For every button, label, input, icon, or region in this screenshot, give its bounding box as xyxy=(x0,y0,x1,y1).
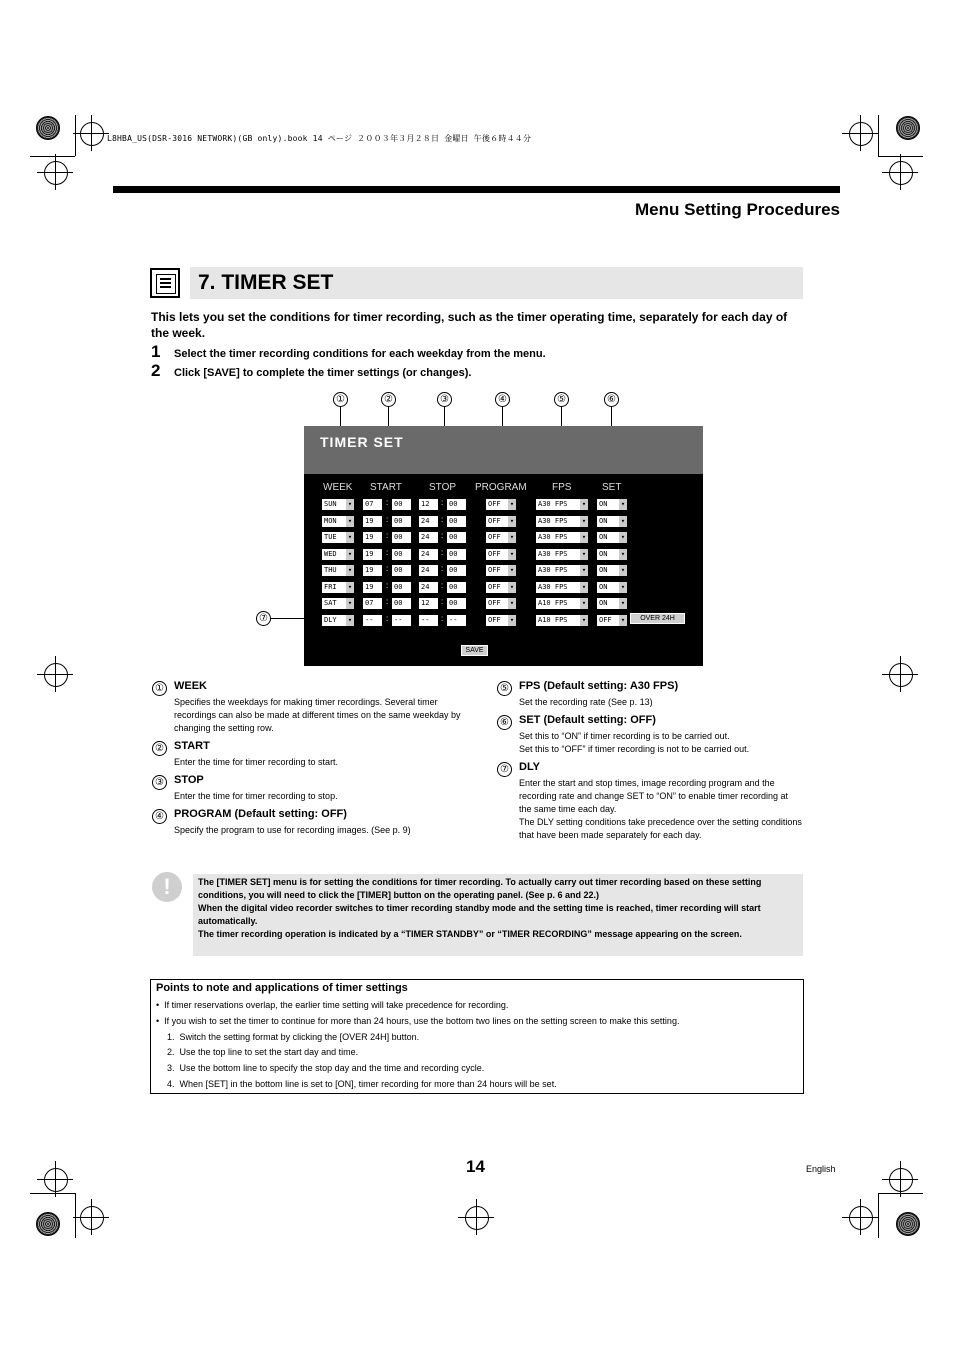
start-hour-field[interactable]: 19 xyxy=(363,516,382,527)
week-select[interactable]: SAT ▾ xyxy=(322,598,354,609)
start-hour-field[interactable]: 19 xyxy=(363,532,382,543)
leader-line xyxy=(388,406,389,426)
fps-select[interactable]: A30 FPS ▾ xyxy=(536,499,588,510)
fps-select[interactable]: A30 FPS ▾ xyxy=(536,516,588,527)
stop-hour-field[interactable]: 24 xyxy=(419,516,438,527)
stop-hour-field[interactable]: 24 xyxy=(419,532,438,543)
desc-body: Specifies the weekdays for making timer recordings. Several timer recordings can also be made at different times on the same weekday by changing the setting row. xyxy=(174,697,461,733)
desc-body: Specify the program to use for recording images. (See p. 9) xyxy=(174,825,411,835)
start-hour-field[interactable]: -- xyxy=(363,615,382,626)
registration-mark-bottom-center xyxy=(465,1206,489,1230)
screen-title: TIMER SET xyxy=(320,434,404,450)
time-separator: : xyxy=(441,531,444,540)
week-select[interactable]: FRI ▾ xyxy=(322,582,354,593)
desc-dly xyxy=(496,761,802,842)
registration-mark-mid-right xyxy=(889,663,913,687)
desc-title: SET (Default setting: OFF) xyxy=(519,714,656,726)
program-select[interactable]: OFF ▾ xyxy=(486,549,516,560)
bullet-text: If you wish to set the timer to continue for more than 24 hours, use the bottom two lines on the setting screen to make this setting. xyxy=(164,1016,680,1026)
callout-5: ⑤ xyxy=(554,392,569,407)
program-select[interactable]: OFF ▾ xyxy=(486,615,516,626)
week-select[interactable]: WED ▾ xyxy=(322,549,354,560)
start-minute-field[interactable]: 00 xyxy=(392,516,411,527)
registration-spiral-top-right xyxy=(896,116,920,140)
start-hour-field[interactable]: 19 xyxy=(363,549,382,560)
program-select[interactable]: OFF ▾ xyxy=(486,565,516,576)
over-24h-button[interactable]: OVER 24H xyxy=(630,613,685,624)
program-select[interactable]: OFF ▾ xyxy=(486,598,516,609)
language-label: English xyxy=(806,1164,836,1174)
set-select[interactable]: ON ▾ xyxy=(597,499,627,510)
bullet: • xyxy=(156,1000,160,1010)
stop-hour-field[interactable]: 24 xyxy=(419,565,438,576)
item-text: Switch the setting format by clicking the [OVER 24H] button. xyxy=(179,1032,420,1042)
registration-mark-bottom-right xyxy=(889,1168,913,1192)
registration-mark-top-left-lower xyxy=(44,161,68,185)
step-text: Click [SAVE] to complete the timer settings (or changes). xyxy=(174,367,472,379)
stop-hour-field[interactable]: 12 xyxy=(419,598,438,609)
menu-list-icon xyxy=(150,268,180,298)
desc-body: Enter the time for timer recording to stop. xyxy=(174,791,338,801)
registration-spiral-bottom-left xyxy=(36,1212,60,1236)
fps-select[interactable]: A30 FPS ▾ xyxy=(536,565,588,576)
column-header-start: START xyxy=(370,482,402,493)
section-title: 7. TIMER SET xyxy=(198,271,334,294)
note-line: The timer recording operation is indicated by a “TIMER STANDBY” or “TIMER RECORDING” message appearing on the screen. xyxy=(198,929,742,939)
note-line: The [TIMER SET] menu is for setting the conditions for timer recording. To actually carry out timer recording based on these setting conditions, you will need to click the [TIMER] button on the operating panel. (See p. 6 and 22.) xyxy=(198,877,762,900)
stop-minute-field[interactable]: 00 xyxy=(447,598,466,609)
stop-minute-field[interactable]: 00 xyxy=(447,582,466,593)
registration-mark-bottom-right-lower xyxy=(849,1206,873,1230)
desc-title: STOP xyxy=(174,774,204,786)
time-separator: : xyxy=(441,498,444,507)
desc-body: Enter the start and stop times, image recording program and the recording rate and change SET to “ON” to enable timer recording at the same time each day. The DLY setting conditions take precedence over the setting conditions that have been made separately for each day. xyxy=(519,778,802,840)
callout-1: ① xyxy=(152,681,167,696)
callout-7: ⑦ xyxy=(497,762,512,777)
set-select[interactable]: ON ▾ xyxy=(597,516,627,527)
callout-3: ③ xyxy=(152,775,167,790)
desc-program xyxy=(151,808,461,837)
set-select[interactable]: OFF ▾ xyxy=(597,615,627,626)
start-hour-field[interactable]: 19 xyxy=(363,565,382,576)
time-separator: : xyxy=(386,547,389,557)
program-select[interactable]: OFF ▾ xyxy=(486,499,516,510)
desc-set xyxy=(496,714,802,756)
week-select[interactable]: THU ▾ xyxy=(322,565,354,576)
note-text xyxy=(198,876,798,941)
crop-mark xyxy=(30,1193,75,1194)
set-select[interactable]: ON ▾ xyxy=(597,565,627,576)
item-number: 2. xyxy=(167,1047,175,1057)
start-hour-field[interactable]: 19 xyxy=(363,582,382,593)
crop-mark xyxy=(878,1193,879,1238)
fps-select[interactable]: A10 FPS ▾ xyxy=(536,598,588,609)
week-select[interactable]: SUN ▾ xyxy=(322,499,354,510)
bullet-text: If timer reservations overlap, the earlier time setting will take precedence for recording. xyxy=(164,1000,509,1010)
crop-mark xyxy=(75,115,76,156)
stop-minute-field[interactable]: 00 xyxy=(447,516,466,527)
time-separator: : xyxy=(441,597,444,606)
start-minute-field[interactable]: 00 xyxy=(392,532,411,543)
step-2 xyxy=(151,361,471,381)
step-1 xyxy=(151,342,546,362)
time-separator: : xyxy=(386,564,389,573)
time-separator: : xyxy=(386,514,389,524)
registration-mark-top-right xyxy=(849,122,873,146)
start-minute-field[interactable]: 00 xyxy=(392,598,411,609)
item-text: Use the top line to set the start day and time. xyxy=(179,1047,359,1057)
desc-body: Set this to “ON” if timer recording is to be carried out. Set this to “OFF” if timer recording is not to be carried out. xyxy=(519,731,750,754)
fps-select[interactable]: A30 FPS ▾ xyxy=(536,532,588,543)
page-number: 14 xyxy=(466,1157,485,1176)
time-separator: : xyxy=(441,514,444,524)
registration-mark-top-left xyxy=(80,122,104,146)
desc-title: PROGRAM (Default setting: OFF) xyxy=(174,808,347,820)
desc-week xyxy=(151,680,461,735)
week-select[interactable]: DLY ▾ xyxy=(322,615,354,626)
time-separator: : xyxy=(386,580,389,590)
fps-select[interactable]: A30 FPS ▾ xyxy=(536,582,588,593)
stop-minute-field[interactable]: 00 xyxy=(447,549,466,560)
start-minute-field[interactable]: 00 xyxy=(392,549,411,560)
desc-title: FPS (Default setting: A30 FPS) xyxy=(519,680,679,692)
set-select[interactable]: ON ▾ xyxy=(597,549,627,560)
save-button[interactable]: SAVE xyxy=(461,645,488,656)
callout-7: ⑦ xyxy=(256,611,271,626)
program-select[interactable]: OFF ▾ xyxy=(486,532,516,543)
set-select[interactable]: ON ▾ xyxy=(597,582,627,593)
points-box xyxy=(150,979,804,1094)
timer-set-screen xyxy=(304,426,703,666)
set-select[interactable]: ON ▾ xyxy=(597,598,627,609)
column-header-set: SET xyxy=(602,482,622,493)
crop-mark xyxy=(878,115,879,156)
item-text: Use the bottom line to specify the stop day and the time and recording cycle. xyxy=(179,1063,485,1073)
callout-1: ① xyxy=(333,392,348,407)
program-select[interactable]: OFF ▾ xyxy=(486,582,516,593)
stop-hour-field[interactable]: 24 xyxy=(419,549,438,560)
column-header-week: WEEK xyxy=(323,482,353,493)
start-minute-field[interactable]: 00 xyxy=(392,565,411,576)
start-hour-field[interactable]: 07 xyxy=(363,598,382,609)
leader-line xyxy=(561,406,562,426)
stop-hour-field[interactable]: 12 xyxy=(419,499,438,510)
leader-line xyxy=(502,406,503,426)
column-header-fps: FPS xyxy=(552,482,572,493)
crop-mark xyxy=(75,1193,76,1238)
callout-3: ③ xyxy=(437,392,452,407)
note-line: When the digital video recorder switches to timer recording standby mode and the setting time is reached, timer recording will start automatically. xyxy=(198,903,761,926)
week-select[interactable]: MON ▾ xyxy=(322,516,354,527)
column-header-program: PROGRAM xyxy=(475,482,527,493)
crop-mark xyxy=(878,156,923,157)
desc-body: Set the recording rate (See p. 13) xyxy=(519,697,653,707)
item-text: When [SET] in the bottom line is set to [ON], timer recording for more than 24 hours will be set. xyxy=(179,1079,557,1089)
callout-6: ⑥ xyxy=(604,392,619,407)
program-select[interactable]: OFF ▾ xyxy=(486,516,516,527)
callout-4: ④ xyxy=(152,809,167,824)
item-number: 3. xyxy=(167,1063,175,1073)
leader-line-dly xyxy=(270,618,304,619)
header-rule xyxy=(113,186,840,193)
start-hour-field[interactable]: 07 xyxy=(363,499,382,510)
start-minute-field[interactable]: 00 xyxy=(392,582,411,593)
registration-mark-bottom-left-lower xyxy=(80,1206,104,1230)
start-minute-field[interactable]: -- xyxy=(392,615,411,626)
leader-line xyxy=(611,406,612,426)
start-minute-field[interactable]: 00 xyxy=(392,499,411,510)
time-separator: : xyxy=(441,547,444,557)
desc-fps xyxy=(496,680,802,709)
time-separator: : xyxy=(441,613,444,623)
stop-minute-field[interactable]: -- xyxy=(447,615,466,626)
warning-icon: ! xyxy=(152,872,182,902)
fps-select[interactable]: A10 FPS ▾ xyxy=(536,615,588,626)
registration-mark-mid-left xyxy=(44,663,68,687)
column-header-stop: STOP xyxy=(429,482,457,493)
crop-mark xyxy=(30,156,75,157)
desc-stop xyxy=(151,774,461,803)
registration-spiral-top-left xyxy=(36,116,60,140)
page-header-title: Menu Setting Procedures xyxy=(635,200,840,219)
file-info-line: L8HBA_US(DSR-3016 NETWORK)(GB only).book 14 ページ ２００３年３月２８日 金曜日 午後６時４４分 xyxy=(107,134,532,143)
callout-4: ④ xyxy=(495,392,510,407)
step-number: 1 xyxy=(151,342,161,361)
numbered-item xyxy=(167,1079,557,1089)
callout-5: ⑤ xyxy=(497,681,512,696)
desc-start xyxy=(151,740,461,769)
time-separator: : xyxy=(386,597,389,606)
desc-title: START xyxy=(174,740,210,752)
time-separator: : xyxy=(386,613,389,623)
callout-6: ⑥ xyxy=(497,715,512,730)
points-title: Points to note and applications of timer settings xyxy=(156,982,408,994)
numbered-item xyxy=(167,1063,484,1073)
registration-spiral-bottom-right xyxy=(896,1212,920,1236)
fps-select[interactable]: A30 FPS ▾ xyxy=(536,549,588,560)
time-separator: : xyxy=(441,580,444,590)
desc-body: Enter the time for timer recording to start. xyxy=(174,757,339,767)
registration-mark-bottom-left xyxy=(44,1168,68,1192)
stop-minute-field[interactable]: 00 xyxy=(447,565,466,576)
step-text: Select the timer recording conditions for each weekday from the menu. xyxy=(174,348,546,360)
callout-2: ② xyxy=(381,392,396,407)
stop-hour-field[interactable]: 24 xyxy=(419,582,438,593)
crop-mark xyxy=(878,1193,923,1194)
item-number: 1. xyxy=(167,1032,175,1042)
time-separator: : xyxy=(386,531,389,540)
stop-minute-field[interactable]: 00 xyxy=(447,532,466,543)
desc-title: WEEK xyxy=(174,680,207,692)
intro-text: This lets you set the conditions for timer recording, such as the timer operating time, separately for each day of the week. xyxy=(151,310,788,340)
bullet-item xyxy=(156,1000,508,1010)
leader-line xyxy=(340,406,341,426)
registration-mark-top-right-lower xyxy=(889,161,913,185)
step-number: 2 xyxy=(151,361,161,380)
time-separator: : xyxy=(441,564,444,573)
week-select[interactable]: TUE ▾ xyxy=(322,532,354,543)
desc-title: DLY xyxy=(519,761,540,773)
leader-line xyxy=(444,406,445,426)
numbered-item xyxy=(167,1047,358,1057)
numbered-item xyxy=(167,1032,419,1042)
stop-minute-field[interactable]: 00 xyxy=(447,499,466,510)
time-separator: : xyxy=(386,498,389,507)
set-select[interactable]: ON ▾ xyxy=(597,532,627,543)
item-number: 4. xyxy=(167,1079,175,1089)
bullet-item xyxy=(156,1016,679,1026)
callout-2: ② xyxy=(152,741,167,756)
stop-hour-field[interactable]: -- xyxy=(419,615,438,626)
bullet: • xyxy=(156,1016,160,1026)
